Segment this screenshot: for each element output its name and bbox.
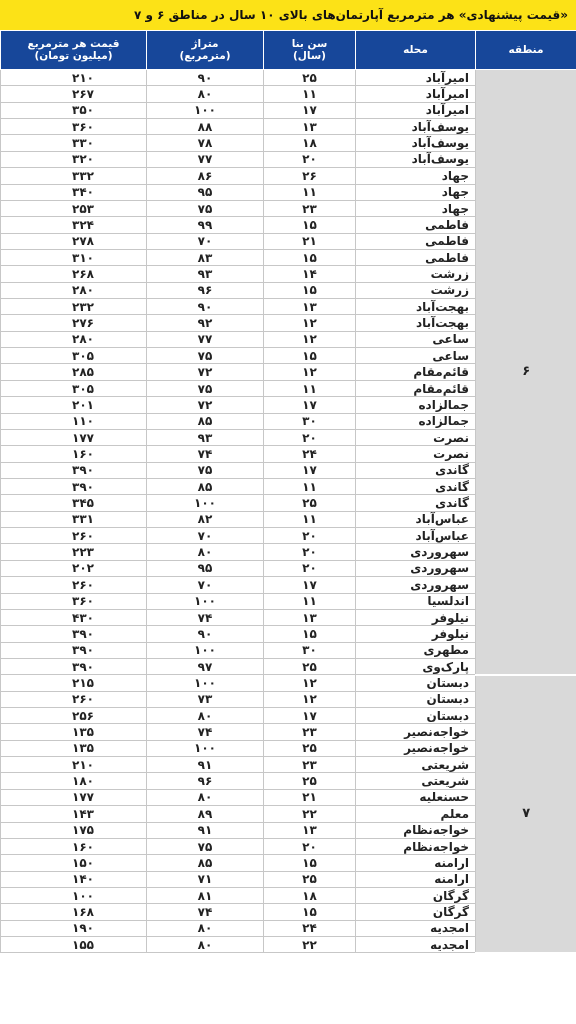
neighborhood-cell: قائم‌مقام [356,364,476,380]
neighborhood-cell: یوسف‌آباد [356,151,476,167]
age-cell: ۲۰ [264,528,356,544]
age-cell: ۳۰ [264,642,356,658]
age-cell: ۲۳ [264,757,356,773]
age-cell: ۱۷ [264,577,356,593]
neighborhood-cell: مطهری [356,642,476,658]
price-cell: ۱۶۰ [1,446,147,462]
neighborhood-cell: جهاد [356,184,476,200]
area-cell: ۷۰ [147,233,264,249]
neighborhood-cell: بهجت‌آباد [356,315,476,331]
age-cell: ۱۲ [264,315,356,331]
neighborhood-cell: دبستان [356,691,476,707]
neighborhood-cell: سهروردی [356,544,476,560]
area-cell: ۷۰ [147,577,264,593]
neighborhood-cell: امجدیه [356,937,476,953]
age-cell: ۳۰ [264,413,356,429]
age-cell: ۱۱ [264,478,356,494]
neighborhood-cell: خواجه‌نصیر [356,740,476,756]
age-cell: ۲۳ [264,724,356,740]
price-cell: ۳۲۴ [1,217,147,233]
area-cell: ۸۰ [147,789,264,805]
neighborhood-cell: ارامنه [356,855,476,871]
neighborhood-cell: عباس‌آباد [356,511,476,527]
price-cell: ۲۱۰ [1,70,147,86]
age-cell: ۱۲ [264,331,356,347]
neighborhood-cell: نصرت [356,446,476,462]
age-cell: ۲۵ [264,773,356,789]
neighborhood-cell: خواجه‌نظام [356,838,476,854]
price-cell: ۳۶۰ [1,119,147,135]
area-cell: ۷۵ [147,380,264,396]
table-title: «قیمت پیشنهادی» هر مترمربع آپارتمان‌های بالای ۱۰ سال در مناطق ۶ و ۷ [0,0,576,30]
price-cell: ۲۳۲ [1,299,147,315]
header-area: متراژ (مترمربع) [147,31,264,70]
area-cell: ۷۲ [147,397,264,413]
price-cell: ۱۳۵ [1,740,147,756]
age-cell: ۲۶ [264,168,356,184]
price-cell: ۲۵۶ [1,708,147,724]
age-cell: ۱۲ [264,675,356,691]
price-cell: ۳۱۰ [1,249,147,265]
neighborhood-cell: نیلوفر [356,609,476,625]
header-region: منطقه [476,31,576,70]
age-cell: ۱۵ [264,855,356,871]
age-cell: ۱۳ [264,299,356,315]
price-cell: ۱۹۰ [1,920,147,936]
neighborhood-cell: فاطمی [356,217,476,233]
neighborhood-cell: امجدیه [356,920,476,936]
age-cell: ۲۴ [264,920,356,936]
price-cell: ۱۵۵ [1,937,147,953]
area-cell: ۷۵ [147,200,264,216]
area-cell: ۹۲ [147,315,264,331]
area-cell: ۸۲ [147,511,264,527]
table-body [1,70,576,953]
price-cell: ۳۴۵ [1,495,147,511]
age-cell: ۱۵ [264,904,356,920]
age-cell: ۲۵ [264,495,356,511]
area-cell: ۱۰۰ [147,675,264,691]
neighborhood-cell: پارک‌وی [356,658,476,674]
area-cell: ۸۰ [147,937,264,953]
neighborhood-cell: گاندی [356,478,476,494]
age-cell: ۲۰ [264,544,356,560]
neighborhood-cell: معلم [356,806,476,822]
price-cell: ۳۴۰ [1,184,147,200]
age-cell: ۲۲ [264,937,356,953]
area-cell: ۷۸ [147,135,264,151]
area-cell: ۹۹ [147,217,264,233]
neighborhood-cell: سهروردی [356,577,476,593]
price-cell: ۲۱۰ [1,757,147,773]
price-cell: ۱۸۰ [1,773,147,789]
age-cell: ۱۷ [264,462,356,478]
area-cell: ۹۶ [147,282,264,298]
age-cell: ۱۷ [264,708,356,724]
area-cell: ۷۲ [147,364,264,380]
price-cell: ۳۳۱ [1,511,147,527]
price-cell: ۱۶۰ [1,838,147,854]
price-cell: ۱۷۵ [1,822,147,838]
age-cell: ۱۳ [264,609,356,625]
neighborhood-cell: فاطمی [356,233,476,249]
area-cell: ۹۰ [147,626,264,642]
area-cell: ۷۱ [147,871,264,887]
neighborhood-cell: عباس‌آباد [356,528,476,544]
price-cell: ۲۸۵ [1,364,147,380]
table-row [1,70,576,86]
area-cell: ۷۵ [147,838,264,854]
price-cell: ۱۷۷ [1,789,147,805]
region-cell: ۶ [476,70,576,675]
area-cell: ۹۷ [147,658,264,674]
age-cell: ۱۱ [264,511,356,527]
neighborhood-cell: زرشت [356,282,476,298]
table-row [1,675,576,691]
age-cell: ۱۵ [264,348,356,364]
age-cell: ۱۱ [264,86,356,102]
age-cell: ۱۷ [264,102,356,118]
area-cell: ۸۰ [147,544,264,560]
area-cell: ۹۵ [147,184,264,200]
area-cell: ۸۵ [147,413,264,429]
area-cell: ۸۹ [147,806,264,822]
area-cell: ۸۶ [147,168,264,184]
neighborhood-cell: ارامنه [356,871,476,887]
neighborhood-cell: ساعی [356,348,476,364]
price-cell: ۳۹۰ [1,658,147,674]
neighborhood-cell: فاطمی [356,249,476,265]
age-cell: ۱۱ [264,593,356,609]
price-cell: ۲۶۰ [1,691,147,707]
neighborhood-cell: خواجه‌نظام [356,822,476,838]
price-cell: ۲۵۳ [1,200,147,216]
age-cell: ۲۱ [264,233,356,249]
neighborhood-cell: گرگان [356,887,476,903]
region-cell: ۷ [476,675,576,953]
price-cell: ۲۶۸ [1,266,147,282]
area-cell: ۸۱ [147,887,264,903]
neighborhood-cell: حسنعلیه [356,789,476,805]
price-cell: ۱۳۵ [1,724,147,740]
area-cell: ۸۳ [147,249,264,265]
area-cell: ۷۵ [147,462,264,478]
area-cell: ۷۴ [147,904,264,920]
price-cell: ۲۶۰ [1,577,147,593]
age-cell: ۱۷ [264,397,356,413]
price-cell: ۳۹۰ [1,478,147,494]
neighborhood-cell: جهاد [356,168,476,184]
age-cell: ۲۳ [264,200,356,216]
price-cell: ۲۷۶ [1,315,147,331]
price-cell: ۱۱۰ [1,413,147,429]
age-cell: ۲۱ [264,789,356,805]
neighborhood-cell: خواجه‌نصیر [356,724,476,740]
price-cell: ۳۹۰ [1,626,147,642]
age-cell: ۱۸ [264,135,356,151]
area-cell: ۸۵ [147,478,264,494]
area-cell: ۷۳ [147,691,264,707]
neighborhood-cell: سهروردی [356,560,476,576]
area-cell: ۷۴ [147,446,264,462]
neighborhood-cell: جهاد [356,200,476,216]
area-cell: ۸۵ [147,855,264,871]
header-row [1,31,576,70]
area-cell: ۹۱ [147,757,264,773]
age-cell: ۱۳ [264,119,356,135]
price-cell: ۳۲۰ [1,151,147,167]
header-age: سن بنا (سال) [264,31,356,70]
age-cell: ۲۰ [264,560,356,576]
area-cell: ۸۰ [147,708,264,724]
area-cell: ۹۳ [147,266,264,282]
price-cell: ۲۶۰ [1,528,147,544]
area-cell: ۹۰ [147,70,264,86]
price-cell: ۲۷۸ [1,233,147,249]
area-cell: ۸۰ [147,920,264,936]
age-cell: ۱۲ [264,691,356,707]
area-cell: ۱۰۰ [147,740,264,756]
price-cell: ۳۹۰ [1,462,147,478]
age-cell: ۱۵ [264,249,356,265]
area-cell: ۸۸ [147,119,264,135]
area-cell: ۹۵ [147,560,264,576]
neighborhood-cell: قائم‌مقام [356,380,476,396]
area-cell: ۷۵ [147,348,264,364]
area-cell: ۷۷ [147,331,264,347]
neighborhood-cell: یوسف‌آباد [356,119,476,135]
area-cell: ۱۰۰ [147,593,264,609]
neighborhood-cell: امیرآباد [356,86,476,102]
area-cell: ۷۷ [147,151,264,167]
price-table [0,30,576,954]
age-cell: ۱۲ [264,364,356,380]
neighborhood-cell: شریعتی [356,757,476,773]
age-cell: ۱۵ [264,626,356,642]
age-cell: ۱۱ [264,184,356,200]
price-cell: ۳۰۵ [1,348,147,364]
area-cell: ۱۰۰ [147,495,264,511]
age-cell: ۲۰ [264,838,356,854]
neighborhood-cell: گاندی [356,495,476,511]
neighborhood-cell: اندلسیا [356,593,476,609]
header-price: قیمت هر مترمربع (میلیون تومان) [1,31,147,70]
neighborhood-cell: زرشت [356,266,476,282]
area-cell: ۷۴ [147,724,264,740]
price-cell: ۱۶۸ [1,904,147,920]
price-cell: ۲۰۲ [1,560,147,576]
age-cell: ۱۱ [264,380,356,396]
area-cell: ۸۰ [147,86,264,102]
price-cell: ۳۳۰ [1,135,147,151]
area-cell: ۱۰۰ [147,102,264,118]
age-cell: ۲۲ [264,806,356,822]
price-cell: ۱۴۰ [1,871,147,887]
neighborhood-cell: بهجت‌آباد [356,299,476,315]
price-cell: ۲۸۰ [1,282,147,298]
header-neighborhood: محله [356,31,476,70]
area-cell: ۹۱ [147,822,264,838]
age-cell: ۲۵ [264,658,356,674]
neighborhood-cell: گاندی [356,462,476,478]
price-cell: ۱۴۳ [1,806,147,822]
age-cell: ۲۵ [264,740,356,756]
neighborhood-cell: دبستان [356,675,476,691]
price-cell: ۱۰۰ [1,887,147,903]
area-cell: ۷۴ [147,609,264,625]
neighborhood-cell: جمالزاده [356,397,476,413]
neighborhood-cell: امیرآباد [356,70,476,86]
area-cell: ۱۰۰ [147,642,264,658]
price-cell: ۴۳۰ [1,609,147,625]
neighborhood-cell: یوسف‌آباد [356,135,476,151]
neighborhood-cell: نصرت [356,429,476,445]
price-cell: ۳۹۰ [1,642,147,658]
age-cell: ۱۵ [264,282,356,298]
neighborhood-cell: شریعتی [356,773,476,789]
price-cell: ۲۰۱ [1,397,147,413]
age-cell: ۱۴ [264,266,356,282]
age-cell: ۲۵ [264,871,356,887]
neighborhood-cell: امیرآباد [356,102,476,118]
age-cell: ۱۸ [264,887,356,903]
area-cell: ۹۶ [147,773,264,789]
price-cell: ۱۷۷ [1,429,147,445]
price-cell: ۲۸۰ [1,331,147,347]
price-cell: ۲۶۷ [1,86,147,102]
neighborhood-cell: گرگان [356,904,476,920]
area-cell: ۹۳ [147,429,264,445]
price-cell: ۳۶۰ [1,593,147,609]
price-cell: ۲۲۳ [1,544,147,560]
area-cell: ۷۰ [147,528,264,544]
price-cell: ۱۵۰ [1,855,147,871]
age-cell: ۲۰ [264,151,356,167]
age-cell: ۱۳ [264,822,356,838]
price-cell: ۳۵۰ [1,102,147,118]
age-cell: ۱۵ [264,217,356,233]
neighborhood-cell: ساعی [356,331,476,347]
neighborhood-cell: جمالزاده [356,413,476,429]
price-cell: ۲۱۵ [1,675,147,691]
neighborhood-cell: دبستان [356,708,476,724]
age-cell: ۲۴ [264,446,356,462]
age-cell: ۲۰ [264,429,356,445]
area-cell: ۹۰ [147,299,264,315]
price-cell: ۳۳۲ [1,168,147,184]
neighborhood-cell: نیلوفر [356,626,476,642]
age-cell: ۲۵ [264,70,356,86]
price-cell: ۳۰۵ [1,380,147,396]
